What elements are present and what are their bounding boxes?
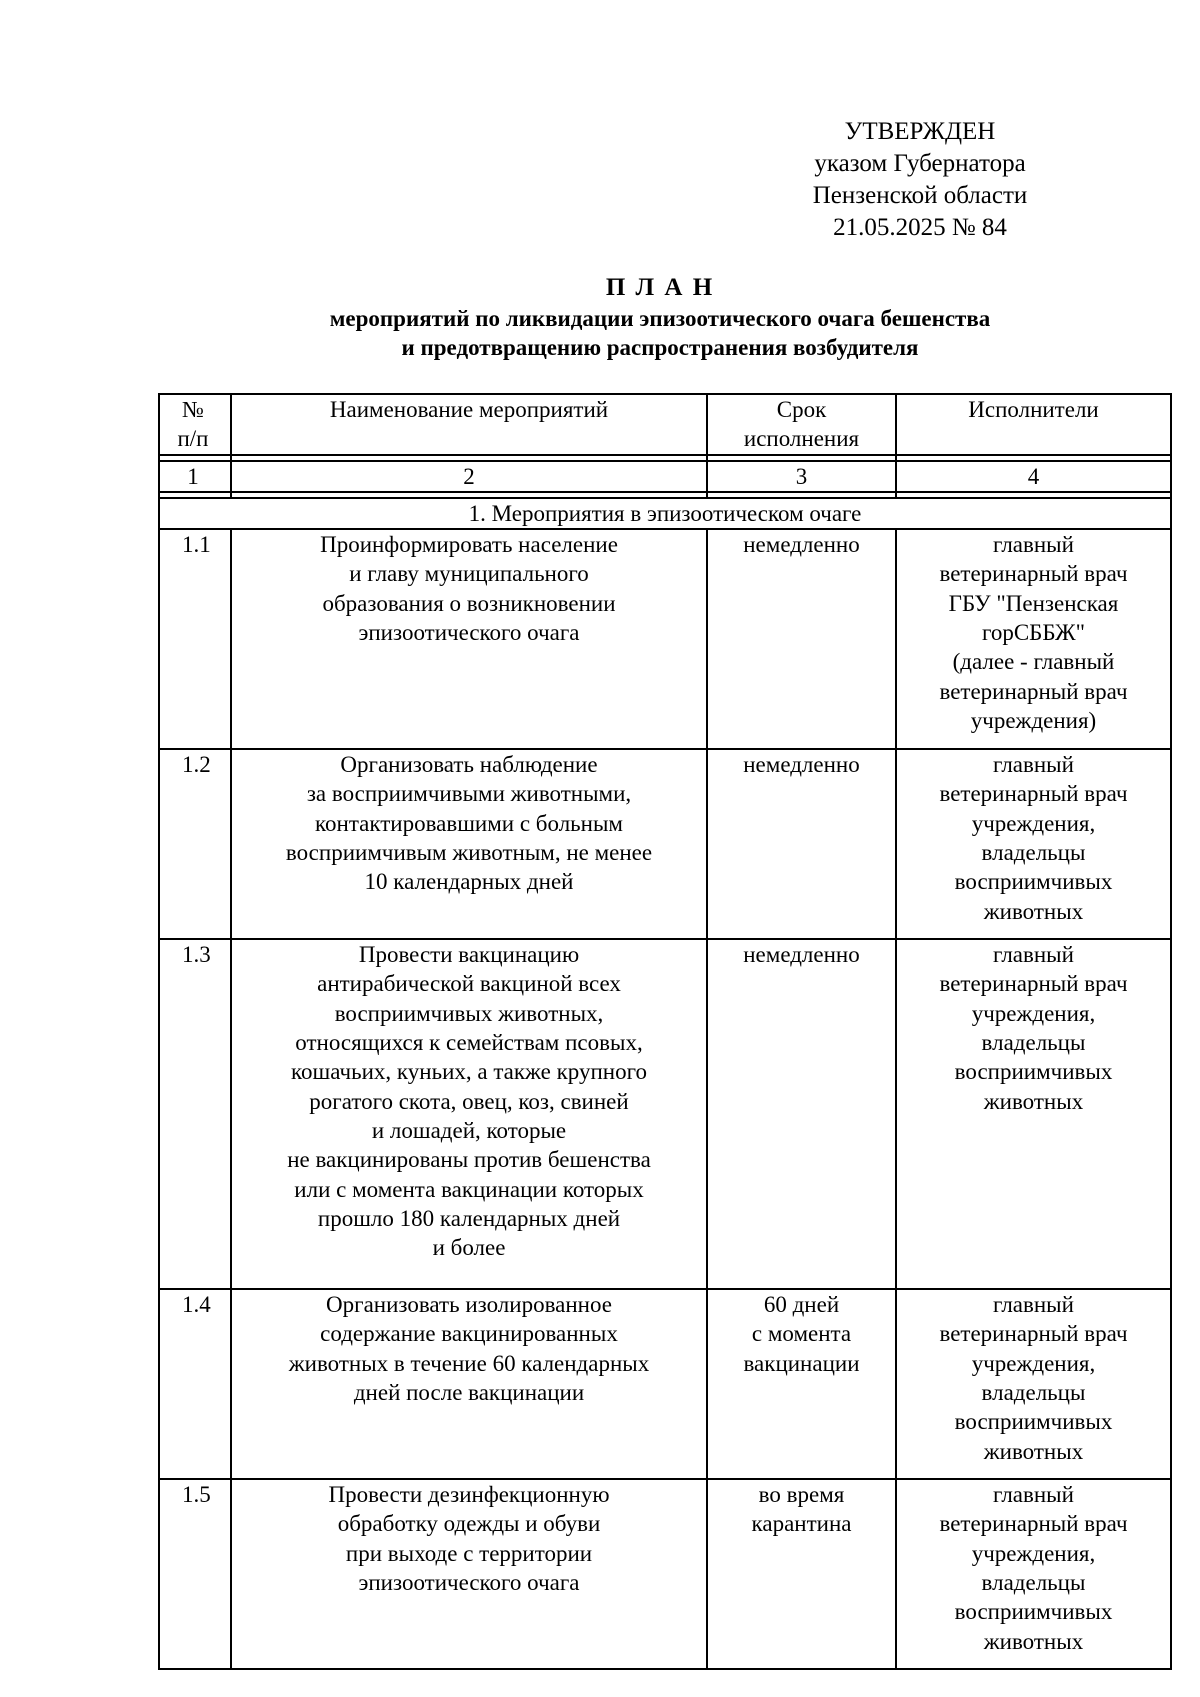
- row-executors-line: владельцы: [981, 840, 1086, 866]
- row-activity-line: прошло 180 календарных дней: [317, 1205, 621, 1231]
- row-number: 1.1: [159, 529, 231, 749]
- row-term-line: карантина: [751, 1511, 852, 1537]
- row-executors: [896, 939, 1171, 1289]
- row-executors-line: учреждения,: [971, 1540, 1096, 1566]
- row-executors-line: ветеринарный врач: [939, 1321, 1128, 1347]
- row-activity-line: при выходе с территории: [345, 1540, 593, 1566]
- row-executors-line: владельцы: [981, 1570, 1086, 1596]
- row-term: [707, 1479, 896, 1669]
- row-activity: [231, 939, 707, 1289]
- header-executors: Исполнители: [896, 394, 1171, 455]
- row-executors-line: восприимчивых: [954, 869, 1113, 895]
- row-activity-line: Проинформировать население: [320, 532, 618, 558]
- row-executors-line: ветеринарный врач: [939, 971, 1128, 997]
- row-executors-line: учреждения,: [971, 810, 1096, 836]
- row-executors-line: ветеринарный врач: [939, 678, 1128, 704]
- row-activity-line: дней после вакцинации: [353, 1380, 585, 1406]
- approval-date-number: 21.05.2025 № 84: [833, 214, 1007, 241]
- row-number: 1.4: [159, 1289, 231, 1479]
- row-number: 1.2: [159, 749, 231, 939]
- section-row: [159, 498, 1171, 529]
- approval-region: Пензенской области: [812, 182, 1028, 209]
- row-activity-line: Организовать наблюдение: [340, 752, 598, 778]
- row-activity: [231, 529, 707, 749]
- row-term-line: 60 дней: [763, 1292, 840, 1318]
- row-executors-line: восприимчивых: [954, 1059, 1113, 1085]
- row-activity-line: обработку одежды и обуви: [337, 1511, 601, 1537]
- row-activity-line: Организовать изолированное: [326, 1292, 612, 1318]
- document-title: [150, 272, 1170, 362]
- row-term-line: немедленно: [743, 532, 860, 558]
- row-executors-line: животных: [983, 898, 1084, 924]
- row-executors-line: восприимчивых: [954, 1409, 1113, 1435]
- row-executors: [896, 529, 1171, 749]
- row-activity-line: или с момента вакцинации которых: [294, 1176, 644, 1202]
- row-activity-line: рогатого скота, овец, коз, свиней: [309, 1088, 629, 1114]
- row-executors: [896, 749, 1171, 939]
- row-executors-line: животных: [983, 1628, 1084, 1654]
- approval-title: УТВЕРЖДЕН: [844, 118, 996, 145]
- table-row: [159, 939, 1171, 1289]
- row-number: 1.5: [159, 1479, 231, 1669]
- title-subtitle-1: мероприятий по ликвидации эпизоотического очага бешенства: [329, 306, 991, 331]
- plan-rows: [159, 529, 1171, 1669]
- header-num: № п/п: [159, 394, 231, 455]
- row-executors-line: учреждения,: [971, 1000, 1096, 1026]
- title-subtitle-2: и предотвращению распространения возбудителя: [401, 335, 919, 360]
- row-term: [707, 1289, 896, 1479]
- row-executors-line: восприимчивых: [954, 1599, 1113, 1625]
- row-executors: [896, 1289, 1171, 1479]
- row-executors-line: ветеринарный врач: [939, 1511, 1128, 1537]
- row-term-line: с момента: [751, 1321, 852, 1347]
- row-activity-line: не вакцинированы против бешенства: [287, 1147, 651, 1173]
- row-activity-line: Провести дезинфекционную: [328, 1482, 610, 1508]
- row-activity-line: содержание вакцинированных: [320, 1321, 618, 1347]
- row-executors-line: ветеринарный врач: [939, 781, 1128, 807]
- row-activity-line: и лошадей, которые: [371, 1117, 567, 1143]
- col-number: 3: [707, 461, 896, 492]
- row-term: [707, 939, 896, 1289]
- row-executors-line: ГБУ "Пензенская: [948, 590, 1119, 616]
- row-term: [707, 749, 896, 939]
- approval-stamp: [790, 116, 1050, 244]
- table-row: [159, 529, 1171, 749]
- row-activity-line: 10 календарных дней: [364, 869, 574, 895]
- row-term: [707, 529, 896, 749]
- row-executors-line: учреждения): [970, 707, 1097, 733]
- row-activity-line: контактировавшими с больным: [315, 810, 623, 836]
- approval-by: указом Губернатора: [814, 150, 1026, 177]
- row-executors-line: учреждения,: [971, 1350, 1096, 1376]
- plan-table: [158, 393, 1172, 1670]
- row-activity-line: антирабической вакциной всех: [317, 971, 621, 997]
- row-term-line: немедленно: [743, 942, 860, 968]
- col-number: 4: [896, 461, 1171, 492]
- row-activity-line: восприимчивых животных,: [334, 1000, 604, 1026]
- row-executors: [896, 1479, 1171, 1669]
- row-activity-line: и главу муниципального: [349, 561, 589, 587]
- table-row: [159, 749, 1171, 939]
- row-activity-line: кошачьих, куньих, а также крупного: [291, 1059, 647, 1085]
- row-term-line: вакцинации: [743, 1350, 860, 1376]
- row-activity-line: образования о возникновении: [322, 590, 616, 616]
- row-executors-line: владельцы: [981, 1030, 1086, 1056]
- row-executors-line: владельцы: [981, 1380, 1086, 1406]
- row-activity: [231, 1289, 707, 1479]
- section-title: 1. Мероприятия в эпизоотическом очаге: [159, 498, 1171, 529]
- row-activity-line: относящихся к семействам псовых,: [295, 1030, 643, 1056]
- row-number: 1.3: [159, 939, 231, 1289]
- row-executors-line: главный: [993, 1292, 1074, 1318]
- table-row: [159, 1289, 1171, 1479]
- row-activity-line: и более: [432, 1235, 506, 1261]
- title-main: П Л А Н: [605, 274, 715, 301]
- table-header-row: [159, 394, 1171, 455]
- col-number: 2: [231, 461, 707, 492]
- row-activity-line: животных в течение 60 календарных: [288, 1350, 650, 1376]
- row-executors-line: животных: [983, 1088, 1084, 1114]
- row-executors-line: (далее - главный: [952, 649, 1115, 675]
- col-number: 1: [159, 461, 231, 492]
- row-executors-line: главный: [993, 532, 1074, 558]
- row-executors-line: ветеринарный врач: [939, 561, 1128, 587]
- row-activity: [231, 1479, 707, 1669]
- row-activity-line: эпизоотического очага: [358, 1570, 580, 1596]
- header-term: Срок исполнения: [707, 394, 896, 455]
- header-name: Наименование мероприятий: [231, 394, 707, 455]
- table-row: [159, 1479, 1171, 1669]
- row-executors-line: животных: [983, 1438, 1084, 1464]
- row-activity-line: восприимчивым животным, не менее: [285, 840, 653, 866]
- column-numbers-row: [159, 461, 1171, 492]
- row-term-line: во время: [758, 1482, 845, 1508]
- row-executors-line: главный: [993, 752, 1074, 778]
- row-activity-line: Провести вакцинацию: [358, 942, 580, 968]
- row-activity: [231, 749, 707, 939]
- row-executors-line: главный: [993, 1482, 1074, 1508]
- row-term-line: немедленно: [743, 752, 860, 778]
- row-executors-line: горСББЖ": [981, 620, 1086, 646]
- row-executors-line: главный: [993, 942, 1074, 968]
- row-activity-line: за восприимчивыми животными,: [306, 781, 632, 807]
- row-activity-line: эпизоотического очага: [358, 620, 580, 646]
